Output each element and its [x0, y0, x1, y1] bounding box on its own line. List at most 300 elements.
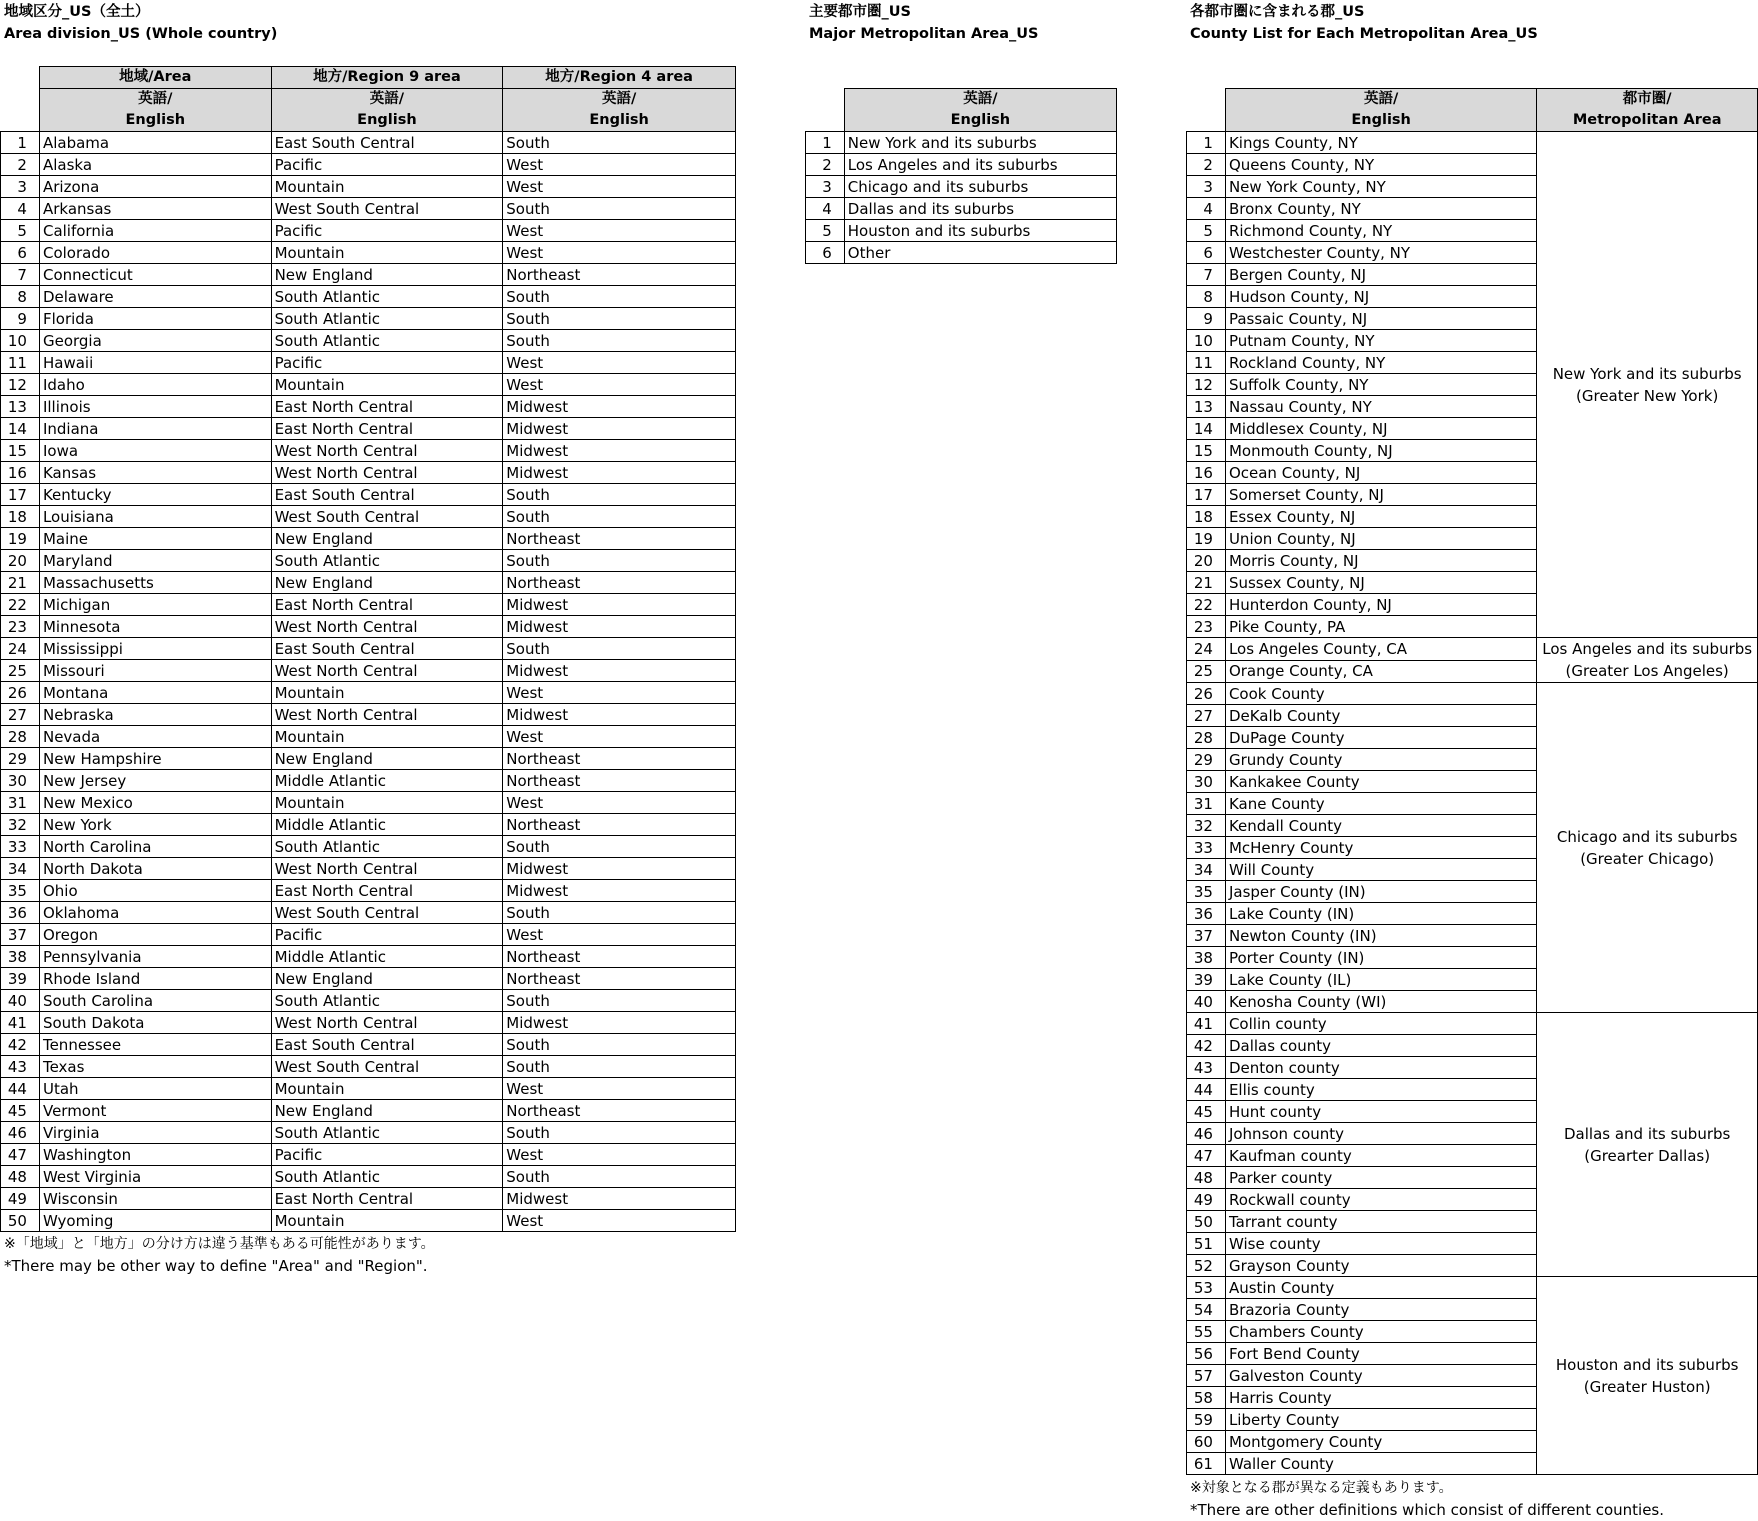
table-row [1, 506, 736, 528]
row-number: 4 [1, 198, 40, 220]
county-name: Morris County, NJ [1225, 550, 1536, 572]
row-number: 5 [1187, 220, 1226, 242]
metro-area-group [1537, 1013, 1758, 1277]
row-number: 37 [1187, 925, 1226, 947]
row-number: 48 [1187, 1167, 1226, 1189]
row-number: 18 [1187, 506, 1226, 528]
region-9: East South Central [271, 1034, 503, 1056]
region-4: Midwest [503, 440, 736, 462]
row-number: 15 [1187, 440, 1226, 462]
row-number: 27 [1187, 705, 1226, 727]
county-name: Kaufman county [1225, 1145, 1536, 1167]
county-name: Brazoria County [1225, 1299, 1536, 1321]
table-row [1, 924, 736, 946]
table-row [1, 396, 736, 418]
table-row [1187, 638, 1758, 661]
state-name: Virginia [39, 1122, 271, 1144]
region-9: New England [271, 1100, 503, 1122]
region-4: Northeast [503, 528, 736, 550]
row-number: 3 [1, 176, 40, 198]
region-4: Northeast [503, 264, 736, 286]
table-row [1, 1166, 736, 1188]
state-name: Michigan [39, 594, 271, 616]
region-9: East North Central [271, 418, 503, 440]
state-name: Tennessee [39, 1034, 271, 1056]
state-name: Vermont [39, 1100, 271, 1122]
row-number: 28 [1, 726, 40, 748]
state-name: Idaho [39, 374, 271, 396]
state-name: Washington [39, 1144, 271, 1166]
region-9: West South Central [271, 506, 503, 528]
row-number: 33 [1187, 837, 1226, 859]
row-number: 48 [1, 1166, 40, 1188]
row-number: 19 [1, 528, 40, 550]
region-9: West North Central [271, 440, 503, 462]
table-row [1, 946, 736, 968]
region-4: South [503, 990, 736, 1012]
row-number: 60 [1187, 1431, 1226, 1453]
row-number: 23 [1, 616, 40, 638]
county-name: Will County [1225, 859, 1536, 881]
table-row [1, 1078, 736, 1100]
region-9: West North Central [271, 704, 503, 726]
table-row [1, 902, 736, 924]
region-4: West [503, 726, 736, 748]
state-name: Alabama [39, 132, 271, 154]
table-row [1, 726, 736, 748]
state-name: Arizona [39, 176, 271, 198]
row-number: 49 [1187, 1189, 1226, 1211]
row-number: 58 [1187, 1387, 1226, 1409]
table-row [806, 198, 1117, 220]
county-name: Westchester County, NY [1225, 242, 1536, 264]
row-number: 9 [1, 308, 40, 330]
table-row [1, 660, 736, 682]
region-9: Mountain [271, 1078, 503, 1100]
county-name: Montgomery County [1225, 1431, 1536, 1453]
region-4: Northeast [503, 770, 736, 792]
county-name: Essex County, NJ [1225, 506, 1536, 528]
row-number: 53 [1187, 1277, 1226, 1299]
row-number: 22 [1, 594, 40, 616]
metro-table [805, 88, 1117, 264]
county-name: Middlesex County, NJ [1225, 418, 1536, 440]
region-9: East South Central [271, 484, 503, 506]
row-number: 45 [1, 1100, 40, 1122]
state-name: Georgia [39, 330, 271, 352]
county-name: DeKalb County [1225, 705, 1536, 727]
row-number: 37 [1, 924, 40, 946]
region-4: South [503, 1056, 736, 1078]
region-4: South [503, 902, 736, 924]
state-name: Indiana [39, 418, 271, 440]
region-4: South [503, 836, 736, 858]
table-row [1, 484, 736, 506]
row-number: 30 [1187, 771, 1226, 793]
table-row [1, 154, 736, 176]
county-name: Parker county [1225, 1167, 1536, 1189]
row-number: 18 [1, 506, 40, 528]
table-row [1, 220, 736, 242]
row-number: 8 [1187, 286, 1226, 308]
state-name: Utah [39, 1078, 271, 1100]
region-9: East South Central [271, 132, 503, 154]
row-number: 2 [1, 154, 40, 176]
state-name: Illinois [39, 396, 271, 418]
region-9: South Atlantic [271, 836, 503, 858]
metro-area-name: New York and its suburbs [1552, 364, 1742, 383]
row-number: 24 [1187, 638, 1226, 661]
metro-area-group [1537, 638, 1758, 683]
county-header-metro: 都市圏/ Metropolitan Area [1537, 89, 1758, 132]
state-name: Colorado [39, 242, 271, 264]
table-row [1, 1122, 736, 1144]
metro-area-group [1537, 683, 1758, 1013]
row-number: 13 [1, 396, 40, 418]
metro-area-alias: (Grearter Dallas) [1584, 1146, 1711, 1165]
row-number: 21 [1187, 572, 1226, 594]
table-row [1, 704, 736, 726]
table-row [1187, 1013, 1758, 1035]
county-note-jp: ※対象となる郡が異なる定義もあります。 [1190, 1480, 1453, 1496]
state-name: Texas [39, 1056, 271, 1078]
state-name: Kentucky [39, 484, 271, 506]
table-row [1, 528, 736, 550]
row-number: 50 [1187, 1211, 1226, 1233]
row-number: 61 [1187, 1453, 1226, 1475]
region-9: New England [271, 264, 503, 286]
region-4: West [503, 1210, 736, 1232]
row-number: 44 [1187, 1079, 1226, 1101]
row-number: 39 [1, 968, 40, 990]
county-name: Denton county [1225, 1057, 1536, 1079]
county-name: DuPage County [1225, 727, 1536, 749]
region-9: West South Central [271, 198, 503, 220]
region-4: West [503, 792, 736, 814]
state-name: West Virginia [39, 1166, 271, 1188]
county-name: Bronx County, NY [1225, 198, 1536, 220]
region-4: Midwest [503, 660, 736, 682]
county-name: Los Angeles County, CA [1225, 638, 1536, 661]
state-name: Minnesota [39, 616, 271, 638]
county-name: Newton County (IN) [1225, 925, 1536, 947]
row-number: 44 [1, 1078, 40, 1100]
area-subheader-english: 英語/ English [271, 89, 503, 132]
state-name: Wisconsin [39, 1188, 271, 1210]
row-number: 49 [1, 1188, 40, 1210]
row-number: 47 [1, 1144, 40, 1166]
county-name: Johnson county [1225, 1123, 1536, 1145]
region-4: Northeast [503, 1100, 736, 1122]
county-name: Kane County [1225, 793, 1536, 815]
county-name: Grundy County [1225, 749, 1536, 771]
row-number: 10 [1187, 330, 1226, 352]
county-name: Tarrant county [1225, 1211, 1536, 1233]
metro-header-english: 英語/ English [844, 89, 1116, 132]
row-number: 6 [806, 242, 845, 264]
region-4: West [503, 1078, 736, 1100]
row-number: 54 [1187, 1299, 1226, 1321]
row-number: 20 [1187, 550, 1226, 572]
region-9: South Atlantic [271, 1122, 503, 1144]
state-name: New Mexico [39, 792, 271, 814]
county-name: Bergen County, NJ [1225, 264, 1536, 286]
region-9: East South Central [271, 638, 503, 660]
county-title-en: County List for Each Metropolitan Area_US [1190, 26, 1538, 42]
region-9: Pacific [271, 220, 503, 242]
table-row [1, 638, 736, 660]
region-9: West North Central [271, 616, 503, 638]
table-row [1, 440, 736, 462]
county-name: Kendall County [1225, 815, 1536, 837]
table-row [1187, 132, 1758, 154]
county-name: Dallas county [1225, 1035, 1536, 1057]
row-number: 13 [1187, 396, 1226, 418]
region-9: New England [271, 968, 503, 990]
county-name: Ellis county [1225, 1079, 1536, 1101]
table-row [1, 242, 736, 264]
region-4: South [503, 1034, 736, 1056]
table-row [1, 308, 736, 330]
table-row [1, 198, 736, 220]
state-name: Nevada [39, 726, 271, 748]
row-number: 50 [1, 1210, 40, 1232]
region-4: Midwest [503, 418, 736, 440]
state-name: Maine [39, 528, 271, 550]
state-name: Montana [39, 682, 271, 704]
row-number: 6 [1, 242, 40, 264]
region-4: South [503, 550, 736, 572]
county-header-english: 英語/ English [1225, 89, 1536, 132]
region-4: Midwest [503, 1012, 736, 1034]
row-number: 33 [1, 836, 40, 858]
row-number: 16 [1, 462, 40, 484]
table-row [806, 220, 1117, 242]
region-9: East North Central [271, 880, 503, 902]
state-name: Alaska [39, 154, 271, 176]
row-number: 43 [1, 1056, 40, 1078]
region-9: Middle Atlantic [271, 946, 503, 968]
metro-name: New York and its suburbs [844, 132, 1116, 154]
region-9: South Atlantic [271, 330, 503, 352]
region-4: Midwest [503, 594, 736, 616]
table-row [1, 858, 736, 880]
row-number: 7 [1187, 264, 1226, 286]
county-name: Galveston County [1225, 1365, 1536, 1387]
metro-area-name: Los Angeles and its suburbs [1542, 640, 1753, 658]
table-row [1, 572, 736, 594]
metro-area-name: Dallas and its suburbs [1564, 1124, 1731, 1143]
region-4: Midwest [503, 858, 736, 880]
row-number: 26 [1, 682, 40, 704]
table-row [1, 1012, 736, 1034]
row-number: 17 [1, 484, 40, 506]
row-number: 21 [1, 572, 40, 594]
county-name: Collin county [1225, 1013, 1536, 1035]
region-4: South [503, 308, 736, 330]
row-number: 10 [1, 330, 40, 352]
region-4: Midwest [503, 462, 736, 484]
state-name: New Hampshire [39, 748, 271, 770]
county-name: Hudson County, NJ [1225, 286, 1536, 308]
region-9: West North Central [271, 858, 503, 880]
state-name: Louisiana [39, 506, 271, 528]
state-name: Pennsylvania [39, 946, 271, 968]
row-number: 42 [1, 1034, 40, 1056]
county-name: Austin County [1225, 1277, 1536, 1299]
county-name: Lake County (IL) [1225, 969, 1536, 991]
row-number: 32 [1, 814, 40, 836]
row-number: 12 [1187, 374, 1226, 396]
county-name: Kankakee County [1225, 771, 1536, 793]
table-row [1, 748, 736, 770]
region-9: Pacific [271, 352, 503, 374]
region-9: West South Central [271, 1056, 503, 1078]
row-number: 17 [1187, 484, 1226, 506]
metro-area-name: Chicago and its suburbs [1556, 827, 1738, 846]
row-number: 5 [1, 220, 40, 242]
row-number: 38 [1, 946, 40, 968]
county-name: Kings County, NY [1225, 132, 1536, 154]
state-name: South Carolina [39, 990, 271, 1012]
row-number: 23 [1187, 616, 1226, 638]
region-9: South Atlantic [271, 550, 503, 572]
row-number: 46 [1187, 1123, 1226, 1145]
region-4: South [503, 1166, 736, 1188]
region-4: Northeast [503, 572, 736, 594]
row-number: 38 [1187, 947, 1226, 969]
row-number: 8 [1, 286, 40, 308]
region-4: South [503, 286, 736, 308]
region-9: West North Central [271, 1012, 503, 1034]
metro-title-jp: 主要都市圏_US [809, 4, 911, 20]
state-name: California [39, 220, 271, 242]
county-name: Chambers County [1225, 1321, 1536, 1343]
table-row [1, 1100, 736, 1122]
state-name: South Dakota [39, 1012, 271, 1034]
county-name: Orange County, CA [1225, 660, 1536, 683]
region-9: Mountain [271, 726, 503, 748]
row-number: 31 [1, 792, 40, 814]
metro-name: Other [844, 242, 1116, 264]
row-number: 29 [1187, 749, 1226, 771]
region-9: Mountain [271, 1210, 503, 1232]
table-row [1, 616, 736, 638]
region-4: West [503, 242, 736, 264]
county-name: Richmond County, NY [1225, 220, 1536, 242]
state-name: New Jersey [39, 770, 271, 792]
region-9: West South Central [271, 902, 503, 924]
metro-name: Chicago and its suburbs [844, 176, 1116, 198]
state-name: Wyoming [39, 1210, 271, 1232]
region-4: Midwest [503, 396, 736, 418]
row-number: 34 [1, 858, 40, 880]
county-note-en: *There are other definitions which consist of different counties. [1190, 1501, 1665, 1519]
area-header-region4: 地方/Region 4 area [503, 67, 736, 89]
region-4: Midwest [503, 616, 736, 638]
row-number: 14 [1, 418, 40, 440]
metro-name: Dallas and its suburbs [844, 198, 1116, 220]
row-number: 40 [1187, 991, 1226, 1013]
row-number: 52 [1187, 1255, 1226, 1277]
row-number: 24 [1, 638, 40, 660]
table-row [1, 770, 736, 792]
table-row [1187, 1277, 1758, 1299]
region-4: West [503, 682, 736, 704]
county-name: Cook County [1225, 683, 1536, 705]
row-number: 25 [1, 660, 40, 682]
row-number: 29 [1, 748, 40, 770]
table-row [1, 352, 736, 374]
state-name: Mississippi [39, 638, 271, 660]
row-number: 59 [1187, 1409, 1226, 1431]
table-row [1, 968, 736, 990]
region-9: Mountain [271, 682, 503, 704]
row-number: 7 [1, 264, 40, 286]
metro-area-alias: (Greater Chicago) [1580, 849, 1715, 868]
table-row [1, 814, 736, 836]
row-number: 46 [1, 1122, 40, 1144]
table-row [1, 330, 736, 352]
metro-title-en: Major Metropolitan Area_US [809, 26, 1039, 42]
table-row [1, 1210, 736, 1232]
region-4: South [503, 484, 736, 506]
region-4: West [503, 176, 736, 198]
table-row [1, 132, 736, 154]
region-4: Northeast [503, 968, 736, 990]
region-4: West [503, 352, 736, 374]
table-row [1, 1056, 736, 1078]
county-name: Lake County (IN) [1225, 903, 1536, 925]
row-number: 16 [1187, 462, 1226, 484]
row-number: 27 [1, 704, 40, 726]
region-4: Midwest [503, 880, 736, 902]
table-row [1, 264, 736, 286]
row-number: 22 [1187, 594, 1226, 616]
region-4: West [503, 374, 736, 396]
table-row [1, 462, 736, 484]
table-row [1, 550, 736, 572]
table-row [1, 792, 736, 814]
row-number: 1 [1, 132, 40, 154]
row-number: 11 [1, 352, 40, 374]
state-name: Connecticut [39, 264, 271, 286]
table-row [806, 242, 1117, 264]
region-4: West [503, 1144, 736, 1166]
table-row [1, 836, 736, 858]
row-number: 26 [1187, 683, 1226, 705]
row-number: 28 [1187, 727, 1226, 749]
county-name: Wise county [1225, 1233, 1536, 1255]
state-name: Hawaii [39, 352, 271, 374]
table-row [1187, 683, 1758, 705]
area-note-jp: ※「地域」と「地方」の分け方は違う基準もある可能性があります。 [4, 1236, 435, 1252]
county-title-jp: 各都市圏に含まれる郡_US [1190, 4, 1365, 20]
region-4: South [503, 506, 736, 528]
county-name: Passaic County, NJ [1225, 308, 1536, 330]
region-4: South [503, 198, 736, 220]
county-name: Porter County (IN) [1225, 947, 1536, 969]
region-4: Midwest [503, 704, 736, 726]
county-table [1186, 88, 1758, 1475]
row-number: 12 [1, 374, 40, 396]
region-9: South Atlantic [271, 308, 503, 330]
row-number: 3 [1187, 176, 1226, 198]
row-number: 41 [1, 1012, 40, 1034]
row-number: 9 [1187, 308, 1226, 330]
county-name: Sussex County, NJ [1225, 572, 1536, 594]
region-4: South [503, 132, 736, 154]
